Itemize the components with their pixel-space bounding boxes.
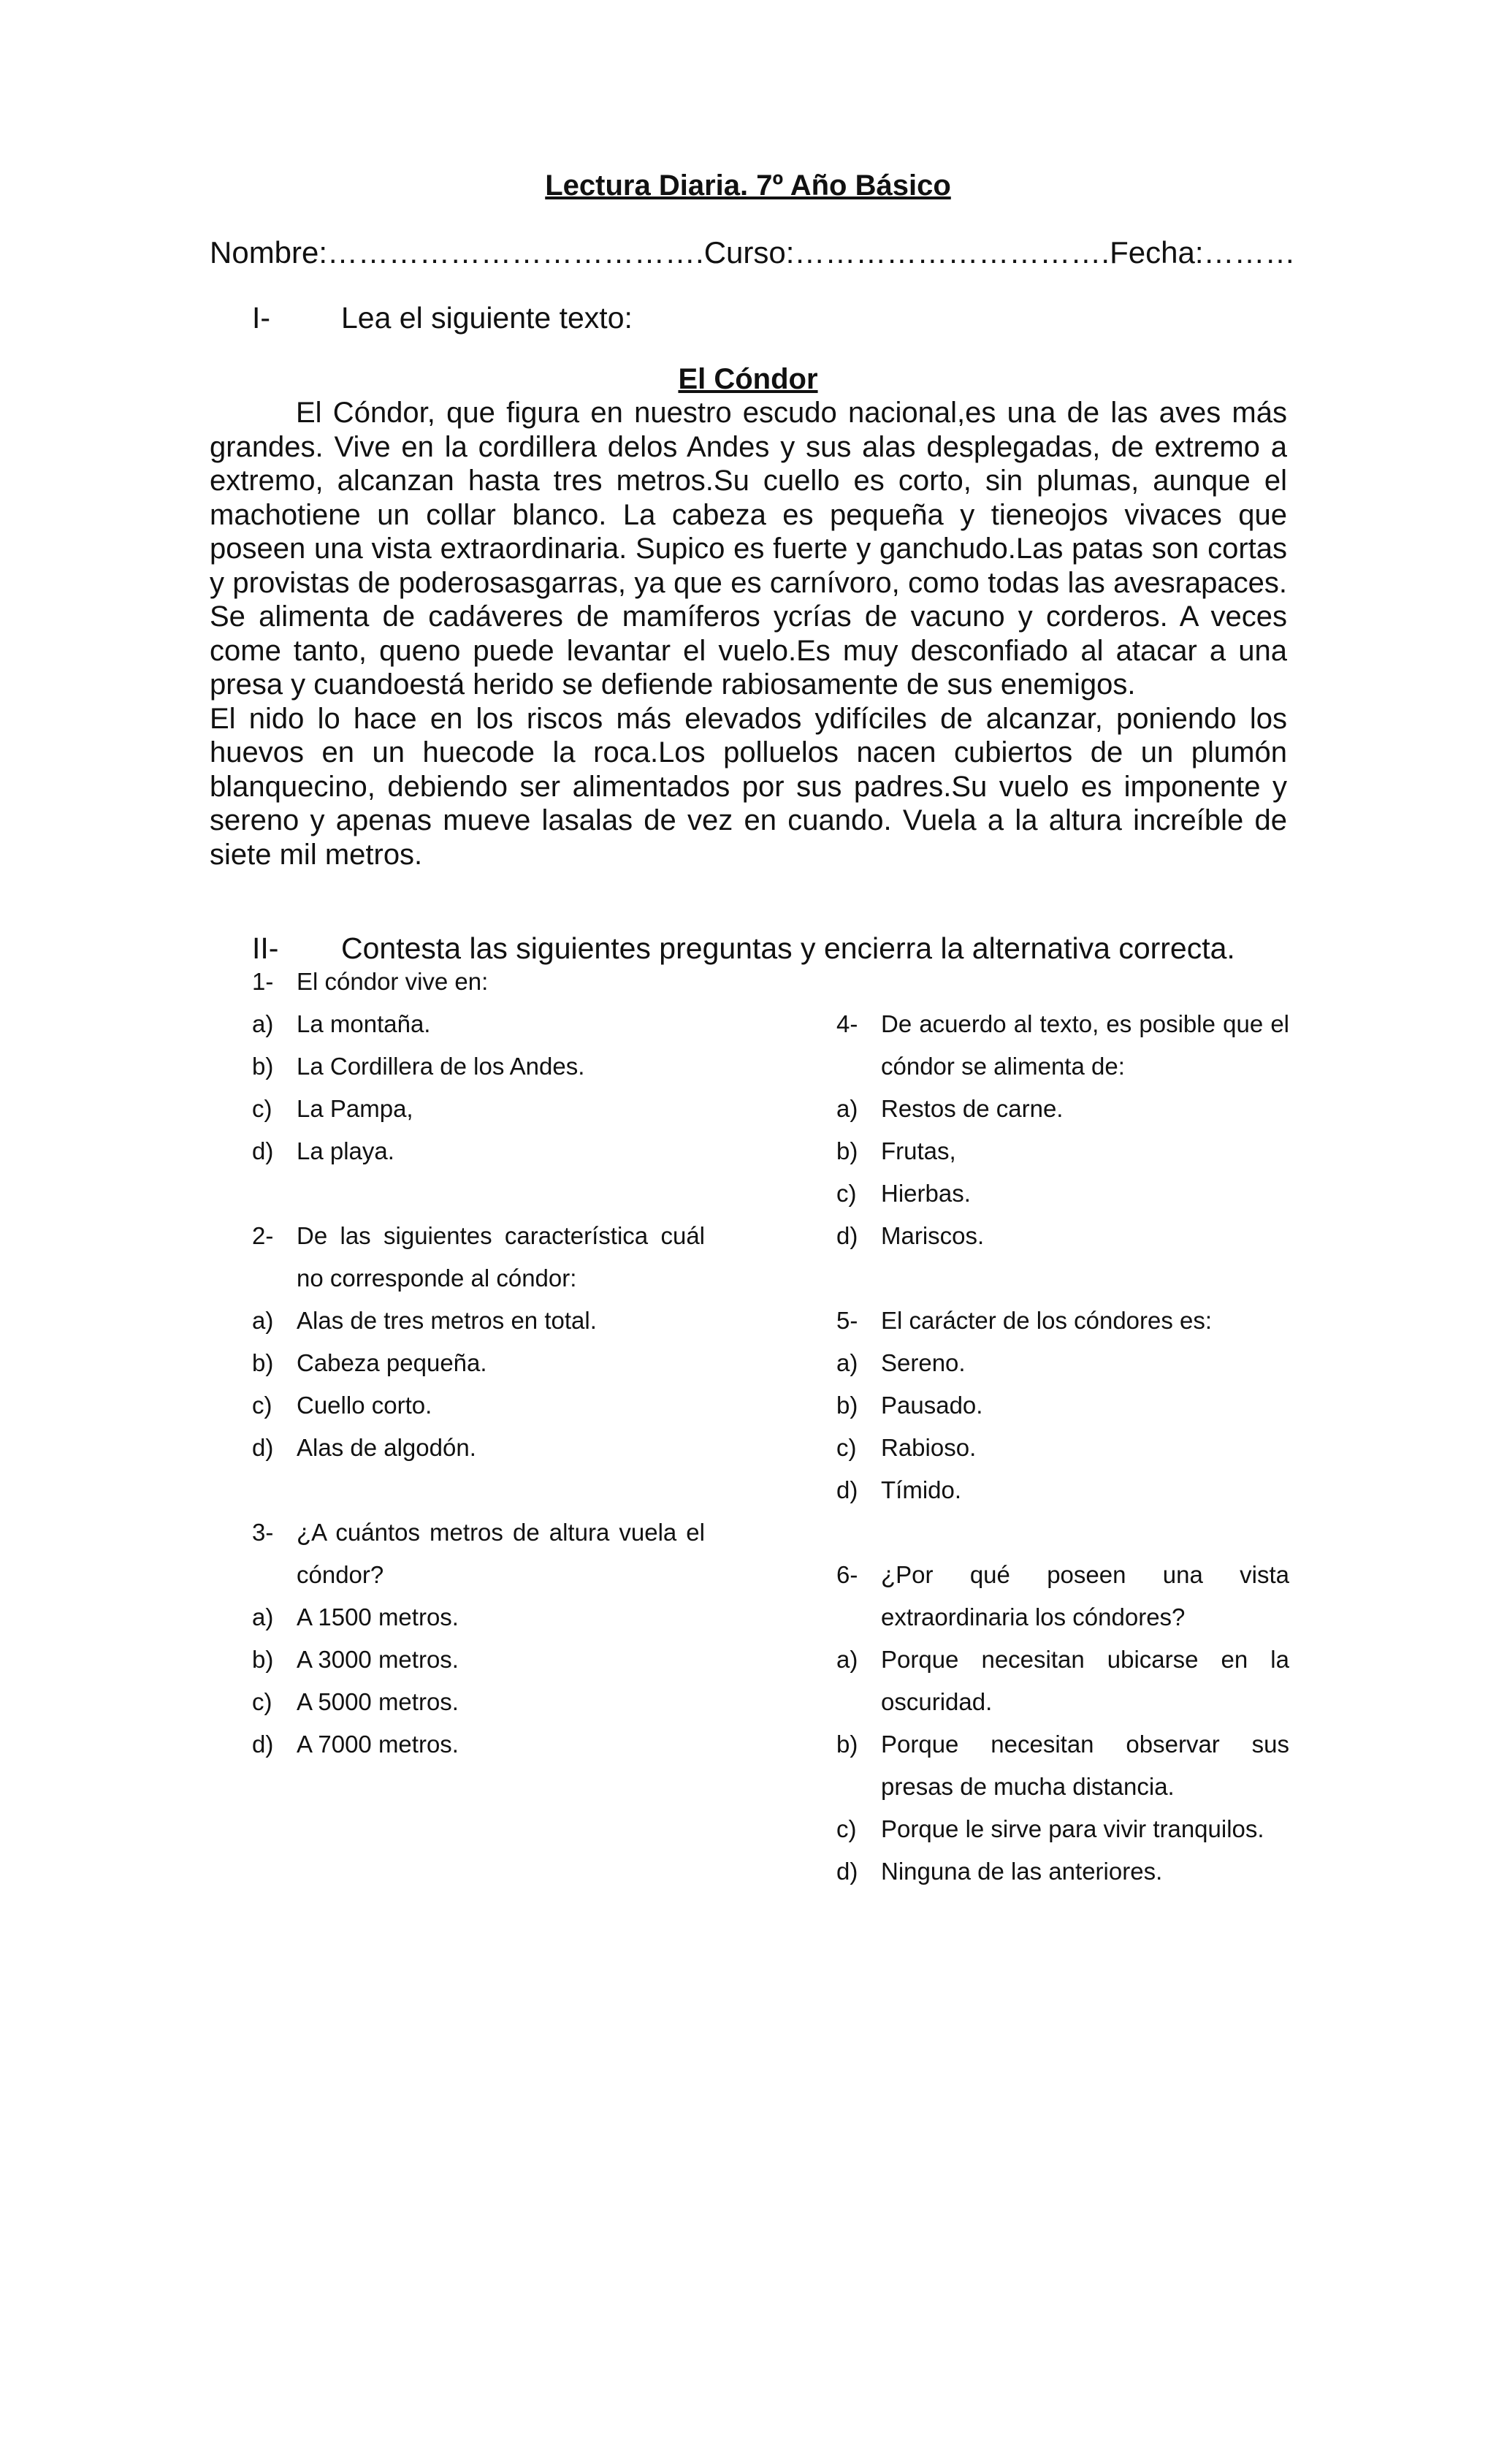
section-1-instruction: Lea el siguiente texto:: [341, 301, 633, 335]
option-text: A 3000 metros.: [297, 1646, 459, 1673]
question-text: ¿Por qué poseen una vista extraordinaria los cóndores?: [881, 1561, 1289, 1630]
option-text: Mariscos.: [881, 1222, 985, 1249]
question-text: El cóndor vive en:: [297, 968, 489, 995]
option-letter: a): [252, 1307, 274, 1334]
question-number: 6-: [836, 1561, 858, 1588]
reading-paragraph-2: El nido lo hace en los riscos más elevados ydifíciles de alcanzar, poniendo los huevos en un huecode la roca.Los polluelos nacen cubiertos de un plumón blanquecino, debiendo ser alimentados por sus padres.Su vuelo es imponente y sereno y apenas mueve lasalas de vez en cuando. Vuela a la altura increíble de siete mil metros.: [210, 702, 1287, 871]
question-4: [836, 1003, 1289, 1088]
option-letter: d): [836, 1222, 858, 1249]
option-text: La montaña.: [297, 1010, 431, 1037]
question-text: De acuerdo al texto, es posible que el cóndor se alimenta de:: [881, 1010, 1289, 1080]
question-5-option-c[interactable]: [836, 1427, 1289, 1469]
option-text: Frutas,: [881, 1137, 956, 1164]
section-1-number: I-: [252, 301, 271, 335]
question-number: 1-: [252, 968, 274, 995]
question-3-option-b[interactable]: [252, 1639, 705, 1681]
option-text: A 5000 metros.: [297, 1688, 459, 1715]
spacer: [836, 961, 1289, 1003]
option-text: Sereno.: [881, 1349, 966, 1376]
option-letter: c): [252, 1688, 272, 1715]
question-2-option-b[interactable]: [252, 1342, 705, 1384]
option-text: Alas de algodón.: [297, 1434, 476, 1461]
option-text: La Cordillera de los Andes.: [297, 1053, 585, 1080]
question-5: [836, 1300, 1289, 1342]
question-5-option-b[interactable]: [836, 1384, 1289, 1427]
question-2-option-d[interactable]: [252, 1427, 705, 1469]
question-2-option-a[interactable]: [252, 1300, 705, 1342]
question-1: [252, 961, 705, 1003]
questions-right-column: [836, 961, 1289, 1893]
option-letter: d): [836, 1858, 858, 1885]
reading-title: El Cóndor: [678, 363, 818, 395]
option-letter: c): [252, 1095, 272, 1122]
question-number: 4-: [836, 1010, 858, 1037]
option-text: Hierbas.: [881, 1180, 971, 1207]
option-letter: d): [252, 1434, 274, 1461]
option-text: Porque necesitan observar sus presas de mucha distancia.: [881, 1731, 1289, 1800]
option-letter: a): [252, 1603, 274, 1630]
option-letter: b): [252, 1646, 274, 1673]
student-info-line[interactable]: Nombre:……………………………….Curso:………………………….Fecha:………: [210, 235, 1296, 270]
question-1-option-c[interactable]: [252, 1088, 705, 1130]
question-2-option-c[interactable]: [252, 1384, 705, 1427]
question-6-option-b[interactable]: [836, 1723, 1289, 1808]
option-letter: a): [836, 1646, 858, 1673]
option-letter: d): [252, 1137, 274, 1164]
option-text: A 1500 metros.: [297, 1603, 459, 1630]
option-text: A 7000 metros.: [297, 1731, 459, 1758]
question-1-option-d[interactable]: [252, 1130, 705, 1172]
option-text: Pausado.: [881, 1392, 983, 1419]
reading-paragraph-1: El Cóndor, que figura en nuestro escudo nacional,es una de las aves más grandes. Vive en la cordillera delos Andes y sus alas desplegadas, de extremo a extremo, alcanzan hasta tres metros.Su cuello es corto, sin plumas, aunque el machotiene un collar blanco. La cabeza es pequeña y tieneojos vivaces que poseen una vista extraordinaria. Supico es fuerte y ganchudo.Las patas son cortas y provistas de poderosasgarras, ya que es carnívoro, como todas las avesrapaces. Se alimenta de cadáveres de mamíferos ycrías de vacuno y corderos. A veces come tanto, queno puede levantar el vuelo.Es muy desconfiado al atacar a una presa y cuandoestá herido se defiende rabiosamente de sus enemigos.: [210, 397, 1287, 701]
question-4-option-b[interactable]: [836, 1130, 1289, 1172]
option-text: Alas de tres metros en total.: [297, 1307, 597, 1334]
option-letter: b): [836, 1137, 858, 1164]
question-number: 5-: [836, 1307, 858, 1334]
question-5-option-d[interactable]: [836, 1469, 1289, 1511]
question-4-option-d[interactable]: [836, 1215, 1289, 1257]
option-text: La playa.: [297, 1137, 394, 1164]
option-letter: d): [836, 1476, 858, 1503]
question-text: ¿A cuántos metros de altura vuela el cóndor?: [297, 1519, 705, 1588]
option-text: Restos de carne.: [881, 1095, 1064, 1122]
option-letter: b): [252, 1053, 274, 1080]
option-text: Cuello corto.: [297, 1392, 432, 1419]
question-3: [252, 1511, 705, 1596]
question-6-option-a[interactable]: [836, 1639, 1289, 1723]
question-3-option-d[interactable]: [252, 1723, 705, 1766]
option-letter: b): [836, 1392, 858, 1419]
question-1-option-a[interactable]: [252, 1003, 705, 1045]
question-3-option-c[interactable]: [252, 1681, 705, 1723]
section-2-number: II-: [252, 931, 279, 965]
option-letter: c): [252, 1392, 272, 1419]
option-text: Porque necesitan ubicarse en la oscuridad.: [881, 1646, 1289, 1715]
question-4-option-a[interactable]: [836, 1088, 1289, 1130]
option-letter: c): [836, 1434, 857, 1461]
option-text: Tímido.: [881, 1476, 962, 1503]
question-1-option-b[interactable]: [252, 1045, 705, 1088]
question-6: [836, 1554, 1289, 1639]
question-number: 3-: [252, 1519, 274, 1546]
option-text: Ninguna de las anteriores.: [881, 1858, 1163, 1885]
option-text: Porque le sirve para vivir tranquilos.: [881, 1815, 1264, 1842]
question-number: 2-: [252, 1222, 274, 1249]
option-letter: b): [252, 1349, 274, 1376]
reading-passage: [210, 396, 1287, 871]
question-6-option-d[interactable]: [836, 1850, 1289, 1893]
question-4-option-c[interactable]: [836, 1172, 1289, 1215]
option-letter: c): [836, 1180, 857, 1207]
spacer: [836, 1511, 1289, 1554]
spacer: [836, 1257, 1289, 1300]
question-3-option-a[interactable]: [252, 1596, 705, 1639]
option-letter: d): [252, 1731, 274, 1758]
question-5-option-a[interactable]: [836, 1342, 1289, 1384]
option-letter: b): [836, 1731, 858, 1758]
questions-left-column: [252, 961, 705, 1766]
question-text: De las siguientes característica cuál no corresponde al cóndor:: [297, 1222, 705, 1292]
option-letter: a): [836, 1349, 858, 1376]
question-2: [252, 1215, 705, 1300]
option-text: La Pampa,: [297, 1095, 413, 1122]
option-letter: a): [252, 1010, 274, 1037]
page-title: Lectura Diaria. 7º Año Básico: [545, 169, 951, 202]
section-2-instruction: Contesta las siguientes preguntas y encierra la alternativa correcta.: [341, 931, 1235, 965]
question-text: El carácter de los cóndores es:: [881, 1307, 1213, 1334]
option-text: Cabeza pequeña.: [297, 1349, 487, 1376]
option-text: Rabioso.: [881, 1434, 977, 1461]
option-letter: a): [836, 1095, 858, 1122]
option-letter: c): [836, 1815, 857, 1842]
question-6-option-c[interactable]: [836, 1808, 1289, 1850]
spacer: [252, 1172, 705, 1215]
spacer: [252, 1469, 705, 1511]
